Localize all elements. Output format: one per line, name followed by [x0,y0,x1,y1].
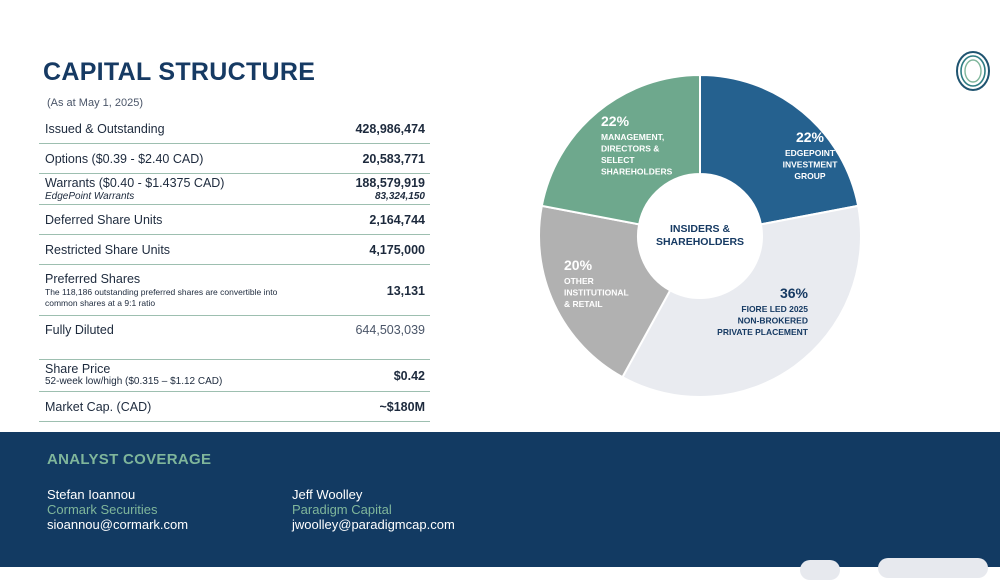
row-label: Options ($0.39 - $2.40 CAD) [45,152,204,166]
row-value: 4,175,000 [369,243,425,257]
capital-structure-table [39,114,430,422]
shareholders-donut-chart [530,66,870,406]
slice-name-label: NON-BROKERED [737,315,808,326]
table-row-warrants [39,174,430,205]
table-row-dsu [39,205,430,235]
coverage-title: ANALYST COVERAGE [47,451,212,468]
chart-center-label: INSIDERS & [669,223,731,235]
table-row-rsu [39,235,430,265]
row-sub-value: 83,324,150 [374,191,425,202]
overlay-control[interactable] [878,558,988,578]
slice-percent-label: 22% [601,113,630,129]
table-row-share-price [39,360,430,392]
overlay-control[interactable] [800,560,840,580]
row-label: Warrants ($0.40 - $1.4375 CAD) [45,176,225,190]
analyst-firm: Paradigm Capital [292,502,392,517]
row-value: 20,583,771 [362,152,425,166]
row-value: $0.42 [393,369,425,383]
analyst-name: Jeff Woolley [292,487,363,502]
analyst-email[interactable]: sioannou@cormark.com [47,517,189,532]
analyst-coverage-panel [0,432,1000,567]
row-sub-label: EdgePoint Warrants [45,191,135,202]
chart-center-label: SHAREHOLDERS [655,236,745,248]
slice-name-label: & RETAIL [564,299,603,309]
slice-name-label: SHAREHOLDERS [601,166,673,177]
table-row-preferred [39,265,430,316]
analyst-card [47,487,188,532]
analyst-name: Stefan Ioannou [47,487,136,502]
row-value: 13,131 [386,284,425,298]
row-value: 644,503,039 [355,323,425,337]
slice-name-label: OTHER [564,276,594,286]
row-label: Issued & Outstanding [45,122,165,136]
analyst-email[interactable]: jwoolley@paradigmcap.com [292,517,455,532]
slice-name-label: SELECT [601,155,635,165]
row-label: Share Price [45,362,111,376]
slice-name-label: DIRECTORS & [601,143,660,154]
slice-name-label: INVESTMENT [782,159,838,170]
slice-name-label: INSTITUTIONAL [564,287,629,298]
row-label: Deferred Share Units [45,213,163,227]
page-title: CAPITAL STRUCTURE [43,58,316,86]
row-note: 52-week low/high ($0.315 – $1.12 CAD) [45,376,223,387]
slice-percent-label: 36% [779,285,808,301]
row-value: 428,986,474 [355,122,425,136]
table-row-fully-diluted [39,316,430,360]
slice-percent-label: 22% [795,129,825,145]
row-label: Restricted Share Units [45,243,171,257]
as-at-date: (As at May 1, 2025) [47,97,143,109]
slice-name-label: MANAGEMENT, [601,132,665,142]
row-note: The 118,186 outstanding preferred shares are convertible into common shares at a 9:1 ratio [45,287,278,308]
row-label: Preferred Shares [45,272,141,286]
slice-percent-label: 20% [564,257,593,273]
row-value: 188,579,919 [355,176,425,190]
row-label: Fully Diluted [45,323,114,337]
table-row-market-cap [39,392,430,422]
analyst-card [292,487,455,532]
slice-name-label: FIORE LED 2025 [741,304,808,314]
row-value: ~$180M [379,400,425,414]
slice-name-label: EDGEPOINT [784,148,836,158]
row-label: Market Cap. (CAD) [45,400,152,414]
slice-name-label: GROUP [794,171,826,181]
row-value: 2,164,744 [369,213,425,227]
table-row-options [39,144,430,174]
analyst-firm: Cormark Securities [47,502,158,517]
slice-name-label: PRIVATE PLACEMENT [717,327,808,337]
company-logo-icon [953,49,993,93]
table-row-issued [39,114,430,144]
